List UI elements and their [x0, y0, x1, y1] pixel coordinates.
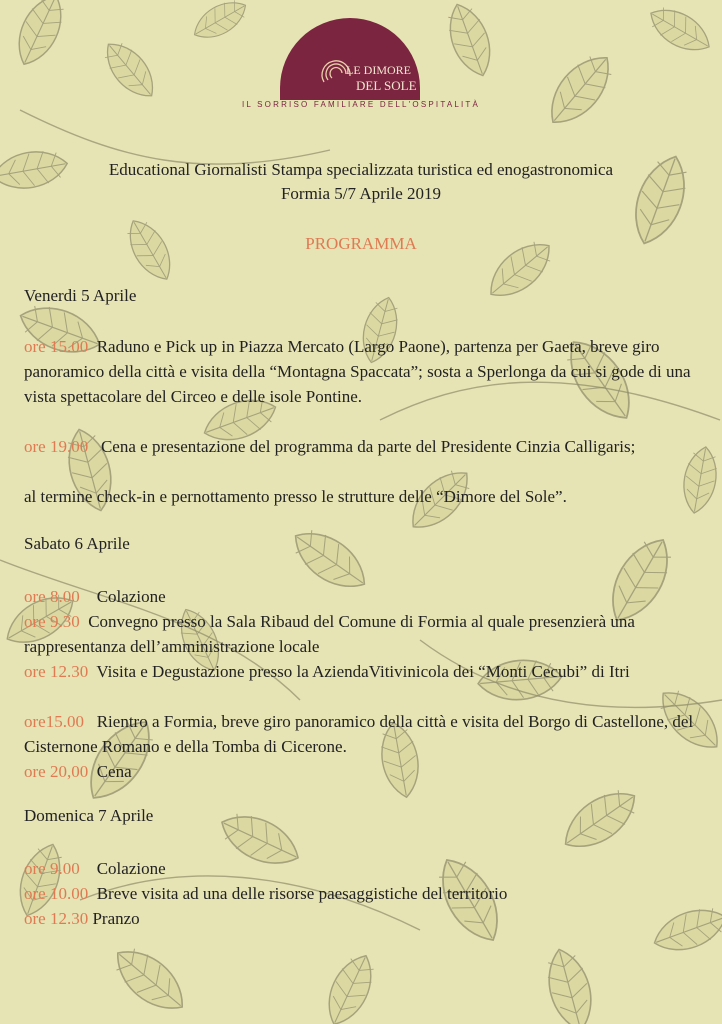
event-time: ore 12.30	[24, 909, 89, 928]
event-time: ore 15.00	[24, 337, 89, 356]
dimore-del-sole-logo	[280, 18, 420, 100]
day-heading-friday: Venerdi 5 Aprile	[24, 286, 137, 305]
event-text: Rientro a Formia, breve giro panoramico della città e visita del Borgo di Castellone, del Cisternone Romano e della Tomba di Cicerone.	[24, 712, 698, 756]
event-time: ore 9.30	[24, 612, 80, 631]
event-time: ore 12.30	[24, 662, 89, 681]
event-text: Breve visita ad una delle risorse paesaggistiche del territorio	[88, 884, 508, 903]
event-text: Colazione	[79, 859, 166, 878]
event-time: ore 19.00	[24, 437, 89, 456]
event-friday-1500	[24, 334, 704, 409]
event-saturday-0800	[24, 584, 704, 609]
event-friday-1900	[24, 434, 704, 459]
logo-brand-line1: LE DIMORE	[346, 63, 411, 77]
event-sunday-1230	[24, 906, 704, 931]
event-text: Pranzo	[88, 909, 140, 928]
event-text: al termine check-in e pernottamento presso le strutture delle “Dimore del Sole”.	[24, 487, 567, 506]
event-saturday-1230	[24, 659, 704, 684]
event-sunday-0900	[24, 856, 704, 881]
event-text: Visita e Degustazione presso la AziendaVitivinicola dei “Monti Cecubi” di Itri	[88, 662, 630, 681]
event-time: ore 9.00	[24, 859, 80, 878]
event-friday-checkin	[24, 484, 704, 509]
event-text: Cena	[88, 762, 132, 781]
event-text: Convegno presso la Sala Ribaud del Comune di Formia al quale presenzierà una rappresentanza dell’amministrazione locale	[24, 612, 640, 656]
event-saturday-0930	[24, 609, 704, 659]
day-heading-saturday: Sabato 6 Aprile	[24, 534, 130, 553]
event-time: ore 8.00	[24, 587, 80, 606]
event-time: ore 10.00	[24, 884, 89, 903]
logo-tagline: IL SORRISO FAMILIARE DELL'OSPITALITÀ	[241, 100, 481, 109]
event-time: ore 20,00	[24, 762, 89, 781]
event-text: Raduno e Pick up in Piazza Mercato (Largo Paone), partenza per Gaeta, breve giro panoramico della città e visita della “Montagna Spaccata”; sosta a Sperlonga da cui si gode di una vista spettacolare del Circeo e delle isole Pontine.	[24, 337, 695, 406]
event-time: ore15.00	[24, 712, 84, 731]
event-saturday-1500	[24, 709, 704, 759]
day-heading-sunday: Domenica 7 Aprile	[24, 806, 154, 825]
event-text: Cena e presentazione del programma da parte del Presidente Cinzia Calligaris;	[88, 437, 636, 456]
event-sunday-1000	[24, 881, 704, 906]
event-text: Colazione	[79, 587, 166, 606]
programma-heading: PROGRAMMA	[305, 234, 417, 253]
logo-brand-line2: DEL SOLE	[356, 78, 417, 93]
event-saturday-2000	[24, 759, 704, 784]
title-line-1: Educational Giornalisti Stampa specializzata turistica ed enogastronomica	[108, 160, 614, 179]
title-line-2: Formia 5/7 Aprile 2019	[280, 184, 442, 203]
